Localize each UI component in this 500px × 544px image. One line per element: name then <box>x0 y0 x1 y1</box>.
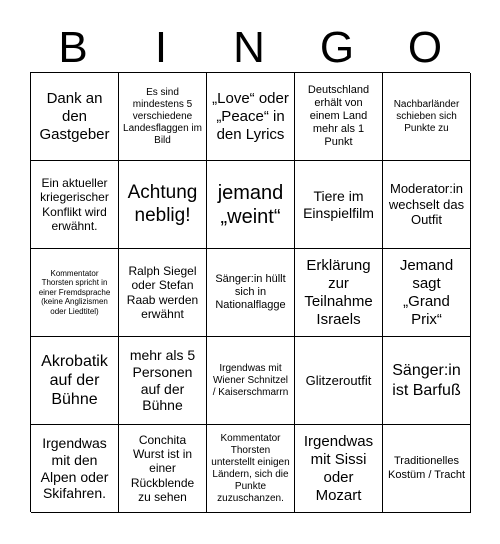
bingo-cell-r1c2[interactable]: Es sind mindestens 5 verschiedene Landesflaggen im Bild <box>119 73 207 161</box>
bingo-cell-r2c1[interactable]: Ein aktueller kriegerischer Konflikt wird erwähnt. <box>31 161 119 249</box>
bingo-cell-r4c2[interactable]: mehr als 5 Personen auf der Bühne <box>119 337 207 425</box>
bingo-cell-r4c4[interactable]: Glitzeroutfit <box>295 337 383 425</box>
header-letter-i: I <box>154 23 170 72</box>
bingo-cell-r1c5[interactable]: Nachbarländer schieben sich Punkte zu <box>383 73 471 161</box>
header-letter-g: G <box>319 23 357 72</box>
bingo-cell-r1c1[interactable]: Dank an den Gastgeber <box>31 73 119 161</box>
bingo-cell-r1c4[interactable]: Deutschland erhält von einem Land mehr als 1 Punkt <box>295 73 383 161</box>
header-letter-o: O <box>407 23 445 72</box>
bingo-cell-r3c5[interactable]: Jemand sagt „Grand Prix“ <box>383 249 471 337</box>
bingo-cell-r2c5[interactable]: Moderator:in wechselt das Outfit <box>383 161 471 249</box>
bingo-cell-r5c2[interactable]: Conchita Wurst ist in einer Rückblende zu sehen <box>119 425 207 513</box>
bingo-cell-r4c1[interactable]: Akrobatik auf der Bühne <box>31 337 119 425</box>
bingo-cell-r2c2[interactable]: Achtung neblig! <box>119 161 207 249</box>
header-letter-n: N <box>233 23 267 72</box>
bingo-cell-r3c2[interactable]: Ralph Siegel oder Stefan Raab werden erwähnt <box>119 249 207 337</box>
bingo-cell-r5c3[interactable]: Kommentator Thorsten unterstellt einigen Ländern, sich die Punkte zuzuschanzen. <box>207 425 295 513</box>
bingo-cell-r3c4[interactable]: Erklärung zur Teilnahme Israels <box>295 249 383 337</box>
bingo-cell-r5c4[interactable]: Irgendwas mit Sissi oder Mozart <box>295 425 383 513</box>
header-letter-b: B <box>58 23 90 72</box>
bingo-cell-r5c5[interactable]: Traditionelles Kostüm / Tracht <box>383 425 471 513</box>
bingo-header <box>30 18 470 78</box>
bingo-cell-r3c3[interactable]: Sänger:in hüllt sich in Nationalflagge <box>207 249 295 337</box>
bingo-cell-r2c4[interactable]: Tiere im Einspielfilm <box>295 161 383 249</box>
bingo-cell-r5c1[interactable]: Irgendwas mit den Alpen oder Skifahren. <box>31 425 119 513</box>
bingo-cell-r1c3[interactable]: „Love“ oder „Peace“ in den Lyrics <box>207 73 295 161</box>
bingo-card-grid <box>30 72 470 512</box>
bingo-cell-r4c5[interactable]: Sänger:in ist Barfuß <box>383 337 471 425</box>
bingo-cell-r2c3[interactable]: jemand „weint“ <box>207 161 295 249</box>
bingo-cell-r4c3[interactable]: Irgendwas mit Wiener Schnitzel / Kaiserschmarrn <box>207 337 295 425</box>
bingo-cell-r3c1[interactable]: Kommentator Thorsten spricht in einer Fremdsprache (keine Anglizismen oder Liedtitel) <box>31 249 119 337</box>
